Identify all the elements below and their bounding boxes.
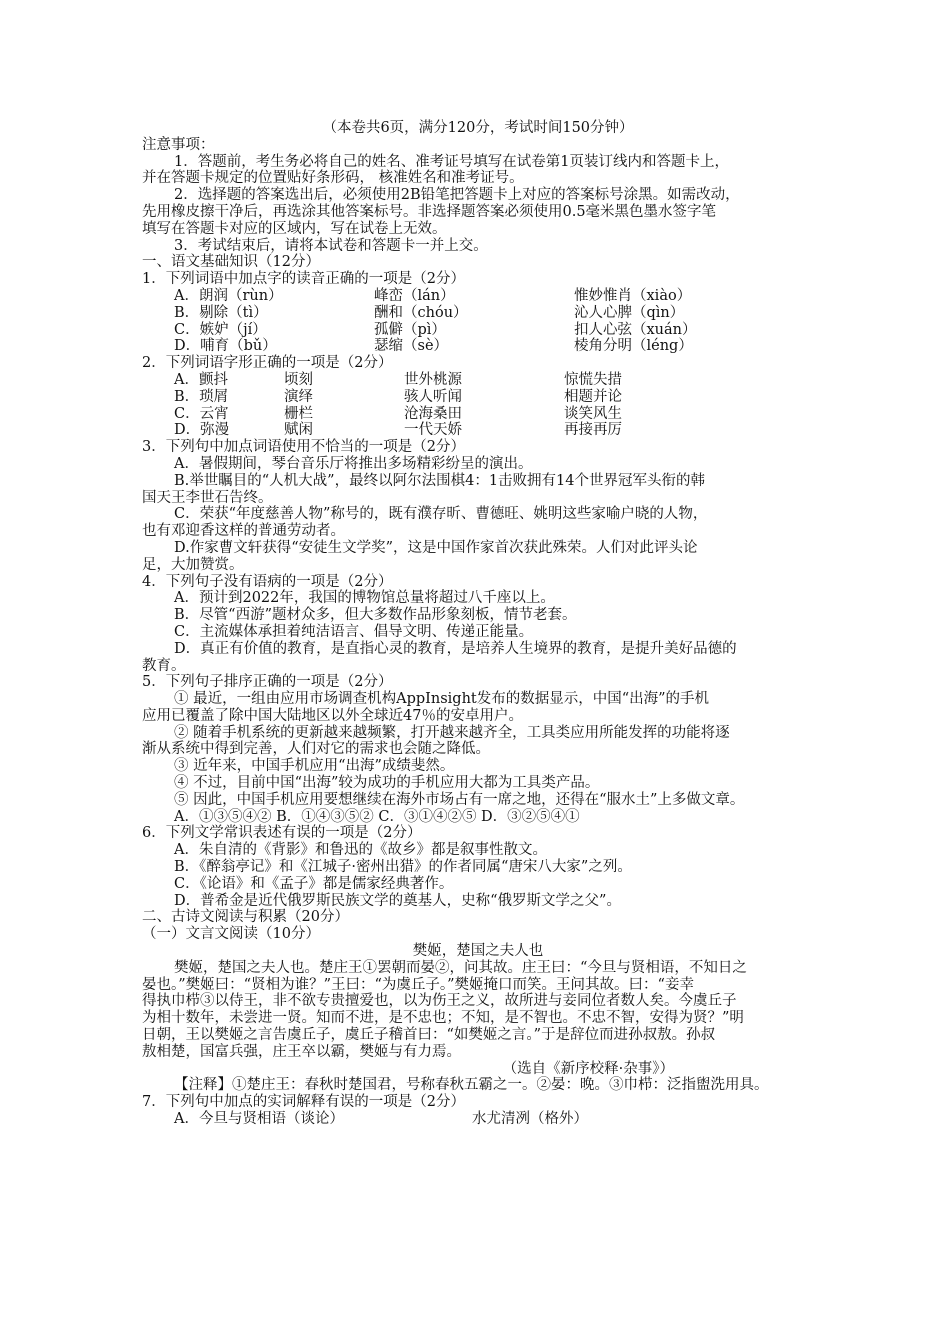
option-cell: C．云宵 bbox=[174, 405, 229, 422]
text-line: 也有邓迎香这样的普通劳动者。 bbox=[142, 523, 345, 540]
option-cell: A．今旦与贤相语（谈论） bbox=[174, 1111, 344, 1128]
text-line: C．《论语》和《孟子》都是儒家经典著作。 bbox=[174, 875, 454, 892]
text-line: 足，大加赞赏。 bbox=[142, 556, 244, 573]
text-line: D．真正有价值的教育，是直指心灵的教育，是培养人生境界的教育，是提升美好品德的 bbox=[174, 640, 737, 657]
text-line: A．暑假期间，琴台音乐厅将推出多场精彩纷呈的演出。 bbox=[174, 455, 533, 472]
answer-options: A．①③⑤④② B．①④③⑤② C．③①④②⑤ D．③②⑤④① bbox=[174, 808, 580, 825]
option-cell: 沁人心脾（qìn） bbox=[574, 304, 685, 321]
passage-note: 【注释】①楚庄王：春秋时楚国君，号称春秋五霸之一。②晏：晚。③巾栉：泛指盥洗用具。 bbox=[174, 1077, 769, 1094]
text-line: ③ 近年来，中国手机应用“出海”成绩斐然。 bbox=[174, 758, 455, 775]
option-cell: 演绎 bbox=[284, 388, 313, 405]
option-cell: A．颤抖 bbox=[174, 371, 228, 388]
text-line: ④ 不过，目前中国“出海”较为成功的手机应用大都为工具类产品。 bbox=[174, 775, 600, 792]
text-line: A．预计到2022年，我国的博物馆总量将超过八千座以上。 bbox=[174, 590, 555, 607]
question-stem: 7．下列句中加点的实词解释有误的一项是（2分） bbox=[142, 1094, 465, 1111]
option-cell: 沧海桑田 bbox=[404, 405, 462, 422]
option-cell: 相题并论 bbox=[564, 388, 622, 405]
question-stem: 1．下列词语中加点字的读音正确的一项是（2分） bbox=[142, 271, 465, 288]
option-cell: 顷刻 bbox=[284, 371, 313, 388]
option-row bbox=[142, 338, 814, 355]
text-line: ② 随着手机系统的更新越来越频繁，打开越来越齐全，工具类应用所能发挥的功能将逐 bbox=[174, 724, 730, 741]
option-cell: 一代天娇 bbox=[404, 422, 462, 439]
text-line: 渐从系统中得到完善，人们对它的需求也会随之降低。 bbox=[142, 741, 490, 758]
option-cell: 棱角分明（léng） bbox=[574, 338, 693, 355]
option-cell: 惊慌失措 bbox=[564, 371, 622, 388]
section-heading: 二、古诗文阅读与积累（20分） bbox=[142, 909, 349, 926]
passage-line: 樊姬，楚国之夫人也。楚庄王①罢朝而晏②，问其故。庄王曰：“今旦与贤相语，不知日之 bbox=[174, 959, 747, 976]
option-cell: 孤僻（pì） bbox=[374, 321, 446, 338]
notice-item: 2．选择题的答案选出后，必须使用2B铅笔把答题卡上对应的答案标号涂黑。如需改动， bbox=[174, 187, 740, 204]
option-row bbox=[142, 389, 814, 406]
text-line: ① 最近，一组由应用市场调查机构AppInsight发布的数据显示，中国“出海”的手机 bbox=[174, 691, 710, 708]
option-cell: 谈笑风生 bbox=[564, 405, 622, 422]
option-cell: 栅栏 bbox=[284, 405, 313, 422]
notice-item: 1．答题前，考生务必将自己的姓名、准考证号填写在试卷第1页装订线内和答题卡上， bbox=[174, 153, 729, 170]
option-row bbox=[142, 322, 814, 339]
text-line: B．《醉翁亭记》和《江城子·密州出猎》的作者同属“唐宋八大家”之列。 bbox=[174, 859, 632, 876]
option-cell: D．弥漫 bbox=[174, 422, 230, 439]
option-row bbox=[142, 406, 814, 423]
option-cell: 酬和（chóu） bbox=[374, 304, 468, 321]
option-row bbox=[142, 372, 814, 389]
option-cell: 惟妙惟肖（xiào） bbox=[574, 287, 692, 304]
option-cell: 水尤清冽（格外） bbox=[472, 1111, 588, 1128]
exam-header: （本卷共6页，满分120分，考试时间150分钟） bbox=[322, 120, 634, 136]
question-stem: 5．下列句子排序正确的一项是（2分） bbox=[142, 674, 393, 691]
passage-line: 为相十数年，未尝进一贤。知而不进，是不忠也；不知，是不智也。不忠不智，安得为贤？”明 bbox=[142, 1010, 744, 1027]
text-line: A．朱自清的《背影》和鲁迅的《故乡》都是叙事性散文。 bbox=[174, 842, 547, 859]
option-cell: A．朗润（rùn） bbox=[174, 287, 283, 304]
option-cell: C．嫉妒（jí） bbox=[174, 321, 267, 338]
passage-line: 晏也。”樊姬曰：“贤相为谁？”王曰：“为虞丘子。”樊姬掩口而笑。王问其故。曰：“妾幸 bbox=[142, 976, 694, 993]
text-line: B．尽管“西游”题材众多，但大多数作品形象刻板，情节老套。 bbox=[174, 607, 577, 624]
question-stem: 3．下列句中加点词语使用不恰当的一项是（2分） bbox=[142, 439, 465, 456]
option-cell: B．剔除（tì） bbox=[174, 304, 268, 321]
option-cell: 世外桃源 bbox=[404, 371, 462, 388]
option-row bbox=[142, 305, 814, 322]
passage-title: 樊姬，楚国之夫人也 bbox=[412, 943, 544, 960]
exam-page bbox=[142, 120, 814, 1128]
option-cell: 再接再厉 bbox=[564, 422, 622, 439]
question-stem: 6．下列文学常识表述有误的一项是（2分） bbox=[142, 825, 422, 842]
option-row bbox=[142, 422, 814, 439]
text-line: D.作家曹文轩获得“安徒生文学奖”，这是中国作家首次获此殊荣。人们对此评头论 bbox=[174, 539, 698, 556]
section-heading: 一、语文基础知识（12分） bbox=[142, 254, 320, 271]
notice-title: 注意事项： bbox=[142, 136, 215, 153]
option-cell: 瑟缩（sè） bbox=[374, 338, 449, 355]
notice-item: 并在答题卡规定的位置贴好条形码， 核准姓名和准考证号。 bbox=[142, 170, 524, 187]
passage-source: （选自《新序校释·杂事》） bbox=[502, 1060, 674, 1077]
text-line: C．主流媒体承担着纯洁语言、倡导文明、传递正能量。 bbox=[174, 623, 534, 640]
text-line: 应用已覆盖了除中国大陆地区以外全球近47％的安卓用户。 bbox=[142, 707, 523, 724]
question-stem: 4．下列句子没有语病的一项是（2分） bbox=[142, 573, 393, 590]
option-cell: D．哺育（bǔ） bbox=[174, 338, 277, 355]
text-line: 国天王李世石告终。 bbox=[142, 489, 273, 506]
option-row bbox=[142, 288, 814, 305]
option-cell: 赋闲 bbox=[284, 422, 313, 439]
notice-item: 先用橡皮擦干净后，再选涂其他答案标号。非选择题答案必须使用0.5毫米黑色墨水签字笔 bbox=[142, 203, 717, 220]
passage-line: 得执巾栉③以侍王，非不欲专贵擅爱也，以为伤王之义，故所进与妾同位者数人矣。今虞丘子 bbox=[142, 993, 737, 1010]
passage-line: 敖相楚，国富兵强，庄王卒以霸，樊姬与有力焉。 bbox=[142, 1043, 461, 1060]
notice-item: 3．考试结束后，请将本试卷和答题卡一并上交。 bbox=[174, 237, 488, 254]
text-line: D．普希金是近代俄罗斯民族文学的奠基人，史称“俄罗斯文学之父”。 bbox=[174, 892, 621, 909]
text-line: ⑤ 因此，中国手机应用要想继续在海外市场占有一席之地，还得在“服水土”上多做文章。 bbox=[174, 791, 745, 808]
question-stem: 2．下列词语字形正确的一项是（2分） bbox=[142, 355, 393, 372]
option-cell: B．琐屑 bbox=[174, 388, 229, 405]
text-line: 教育。 bbox=[142, 657, 186, 674]
option-cell: 骇人听闻 bbox=[404, 388, 462, 405]
option-cell: 峰峦（lán） bbox=[374, 287, 455, 304]
option-row bbox=[142, 1111, 814, 1128]
passage-line: 日朝，王以樊姬之言告虞丘子，虞丘子稽首曰：“如樊姬之言。”于是辞位而进孙叔敖。孙叔 bbox=[142, 1027, 716, 1044]
text-line: B.举世瞩目的“人机大战”，最终以阿尔法围棋4：1击败拥有14个世界冠军头衔的韩 bbox=[174, 472, 705, 489]
subsection-heading: （一）文言文阅读（10分） bbox=[142, 926, 320, 943]
option-cell: 扣人心弦（xuán） bbox=[574, 321, 697, 338]
text-line: C．荣获“年度慈善人物”称号的，既有濮存昕、曹德旺、姚明这些家喻户晓的人物， bbox=[174, 506, 708, 523]
notice-item: 填写在答题卡对应的区域内，写在试卷上无效。 bbox=[142, 220, 447, 237]
